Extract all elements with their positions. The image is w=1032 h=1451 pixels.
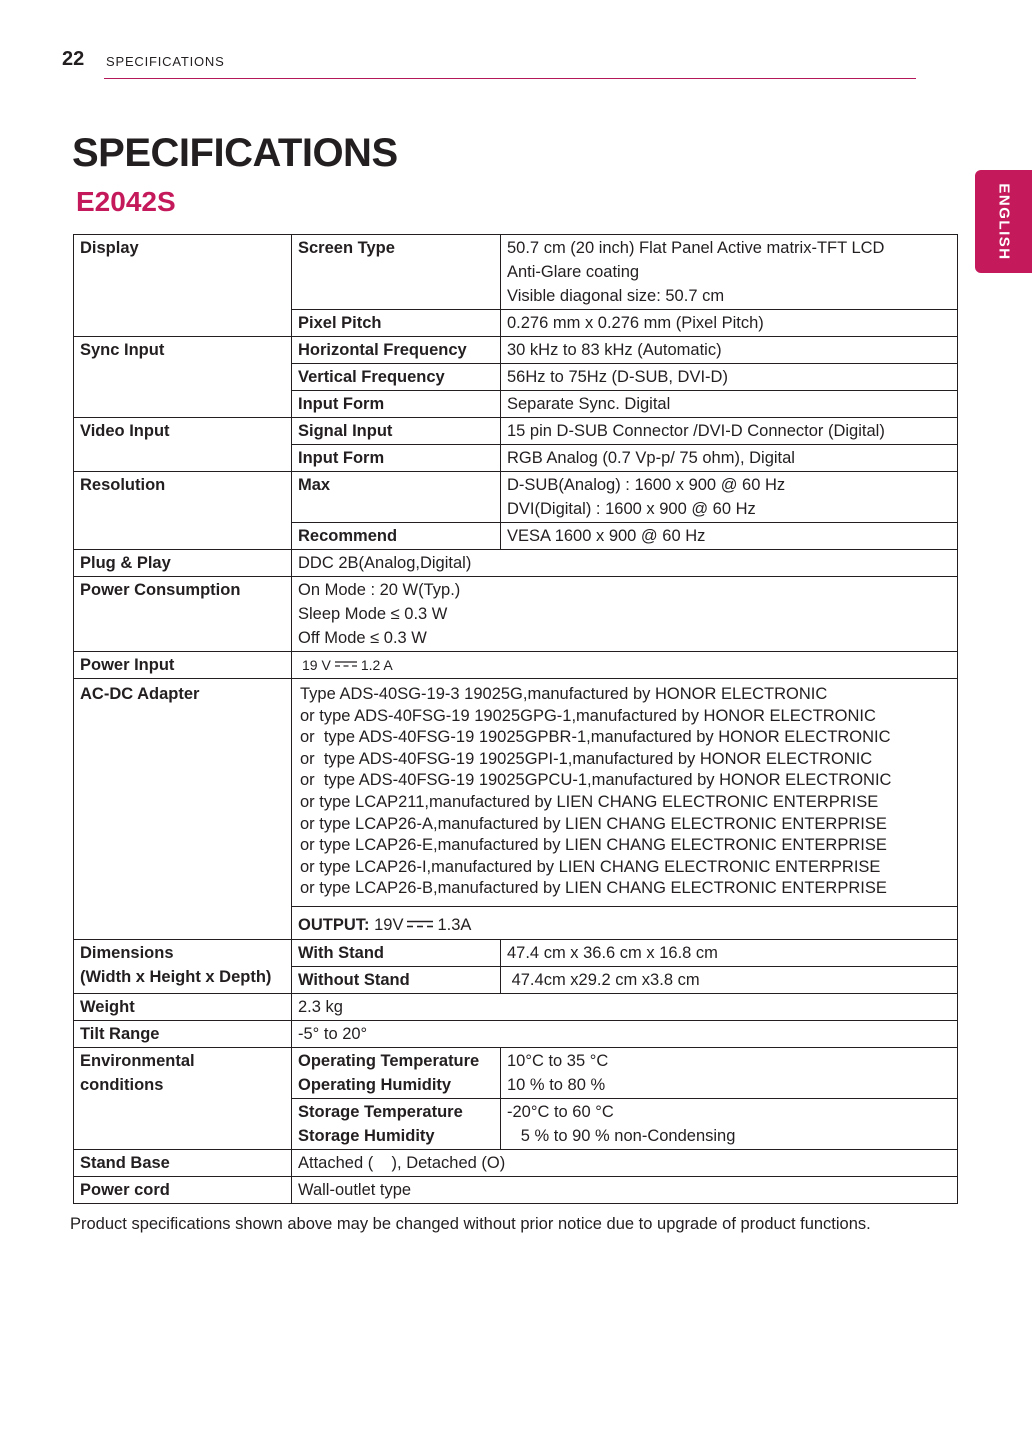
value-plug-play: DDC 2B(Analog,Digital) xyxy=(292,550,958,577)
category-plug-play: Plug & Play xyxy=(74,550,292,577)
value-stand-base: Attached ( ), Detached (O) xyxy=(292,1149,958,1176)
output-label: OUTPUT: xyxy=(298,915,370,934)
value-max-resolution xyxy=(501,472,958,523)
section-header: SPECIFICATIONS xyxy=(106,54,225,69)
value-power-input xyxy=(292,652,958,679)
value-tilt-range: -5° to 20° xyxy=(292,1020,958,1047)
value-adapter-types xyxy=(292,679,958,907)
value-line: Visible diagonal size: 50.7 cm xyxy=(507,287,725,305)
category-environmental xyxy=(74,1047,292,1149)
value-without-stand: 47.4cm x29.2 cm x3.8 cm xyxy=(501,966,958,993)
dimensions-sublabel: (Width x Height x Depth) xyxy=(80,967,272,986)
adapter-line: or type LCAP26-E,manufactured by LIEN CHANG ELECTRONIC ENTERPRISE xyxy=(300,836,887,855)
table-row xyxy=(74,550,958,577)
power-input-voltage: 19 V xyxy=(302,657,331,673)
label-horizontal-frequency: Horizontal Frequency xyxy=(292,337,501,364)
value-operating-temperature: 10°C to 35 °C xyxy=(507,1051,609,1070)
power-input-current: 1.2 A xyxy=(360,657,393,673)
adapter-line: or type ADS-40FSG-19 19025GPBR-1,manufactured by HONOR ELECTRONIC xyxy=(300,728,891,747)
table-row xyxy=(74,1176,958,1203)
category-video-input: Video Input xyxy=(74,418,292,472)
value-with-stand: 47.4 cm x 36.6 cm x 16.8 cm xyxy=(501,939,958,966)
dc-symbol-icon xyxy=(407,920,433,928)
adapter-line: or type LCAP211,manufactured by LIEN CHANG ELECTRONIC ENTERPRISE xyxy=(300,792,879,811)
label-storage xyxy=(292,1098,501,1149)
table-row xyxy=(74,418,958,445)
value-operating xyxy=(501,1047,958,1098)
footnote: Product specifications shown above may be changed without prior notice due to upgrade of product functions. xyxy=(70,1215,871,1233)
spec-table xyxy=(73,234,958,1204)
value-screen-type xyxy=(501,235,958,310)
value-signal-input: 15 pin D-SUB Connector /DVI-D Connector (Digital) xyxy=(501,418,958,445)
value-storage xyxy=(501,1098,958,1149)
value-line: 50.7 cm (20 inch) Flat Panel Active matrix-TFT LCD xyxy=(507,239,885,257)
adapter-line: or type ADS-40FSG-19 19025GPCU-1,manufactured by HONOR ELECTRONIC xyxy=(300,771,892,790)
language-tab-label: ENGLISH xyxy=(995,182,1012,261)
category-power-cord: Power cord xyxy=(74,1176,292,1203)
page-title: SPECIFICATIONS xyxy=(72,131,398,175)
table-row xyxy=(74,472,958,523)
category-stand-base: Stand Base xyxy=(74,1149,292,1176)
model-name: E2042S xyxy=(76,186,176,217)
value-operating-humidity: 10 % to 80 % xyxy=(507,1075,606,1094)
table-row xyxy=(74,1047,958,1098)
category-adapter: AC-DC Adapter xyxy=(74,679,292,940)
output-voltage: 19V xyxy=(374,915,404,934)
category-dimensions xyxy=(74,939,292,993)
category-power-input: Power Input xyxy=(74,652,292,679)
label-operating xyxy=(292,1047,501,1098)
table-row xyxy=(74,1149,958,1176)
table-row xyxy=(74,577,958,652)
environmental-label: Environmental xyxy=(80,1051,195,1070)
table-row xyxy=(74,939,958,966)
value-line: Sleep Mode ≤ 0.3 W xyxy=(298,605,448,623)
value-line: On Mode : 20 W(Typ.) xyxy=(298,581,461,599)
value-horizontal-frequency: 30 kHz to 83 kHz (Automatic) xyxy=(501,337,958,364)
value-sync-input-form: Separate Sync. Digital xyxy=(501,391,958,418)
table-row xyxy=(74,337,958,364)
value-line: DVI(Digital) : 1600 x 900 @ 60 Hz xyxy=(507,500,756,518)
page-number: 22 xyxy=(62,48,85,70)
category-resolution: Resolution xyxy=(74,472,292,550)
category-sync-input: Sync Input xyxy=(74,337,292,418)
adapter-line: or type ADS-40FSG-19 19025GPI-1,manufactured by HONOR ELECTRONIC xyxy=(300,749,873,768)
value-weight: 2.3 kg xyxy=(292,993,958,1020)
value-pixel-pitch: 0.276 mm x 0.276 mm (Pixel Pitch) xyxy=(501,310,958,337)
category-display: Display xyxy=(74,235,292,337)
adapter-line: Type ADS-40SG-19-3 19025G,manufactured by HONOR ELECTRONIC xyxy=(300,685,828,703)
value-vertical-frequency: 56Hz to 75Hz (D-SUB, DVI-D) xyxy=(501,364,958,391)
label-max-resolution: Max xyxy=(292,472,501,523)
table-row xyxy=(74,993,958,1020)
category-weight: Weight xyxy=(74,993,292,1020)
header-rule xyxy=(104,78,916,79)
label-sync-input-form: Input Form xyxy=(292,391,501,418)
adapter-line: or type LCAP26-B,manufactured by LIEN CHANG ELECTRONIC ENTERPRISE xyxy=(300,879,887,898)
label-signal-input: Signal Input xyxy=(292,418,501,445)
value-line: Off Mode ≤ 0.3 W xyxy=(298,629,427,647)
adapter-line: or type ADS-40FSG-19 19025GPG-1,manufactured by HONOR ELECTRONIC xyxy=(300,706,876,725)
category-power-consumption: Power Consumption xyxy=(74,577,292,652)
table-row xyxy=(74,1020,958,1047)
adapter-line: or type LCAP26-I,manufactured by LIEN CHANG ELECTRONIC ENTERPRISE xyxy=(300,857,881,876)
value-line: Anti-Glare coating xyxy=(507,263,640,281)
environmental-sublabel: conditions xyxy=(80,1075,164,1094)
adapter-line: or type LCAP26-A,manufactured by LIEN CHANG ELECTRONIC ENTERPRISE xyxy=(300,814,887,833)
table-row xyxy=(74,652,958,679)
language-tab xyxy=(975,170,1032,273)
value-power-cord: Wall-outlet type xyxy=(292,1176,958,1203)
value-storage-humidity: 5 % to 90 % non-Condensing xyxy=(507,1126,736,1145)
label-video-input-form: Input Form xyxy=(292,445,501,472)
label-vertical-frequency: Vertical Frequency xyxy=(292,364,501,391)
table-row xyxy=(74,235,958,310)
label-storage-temperature: Storage Temperature xyxy=(298,1102,463,1121)
value-recommend-resolution: VESA 1600 x 900 @ 60 Hz xyxy=(501,523,958,550)
output-current: 1.3A xyxy=(437,915,472,934)
value-video-input-form: RGB Analog (0.7 Vp-p/ 75 ohm), Digital xyxy=(501,445,958,472)
value-adapter-output xyxy=(292,906,958,939)
value-line: D-SUB(Analog) : 1600 x 900 @ 60 Hz xyxy=(507,476,786,494)
dimensions-label: Dimensions xyxy=(80,943,174,962)
dc-symbol-icon xyxy=(335,660,357,668)
table-row xyxy=(74,679,958,907)
label-pixel-pitch: Pixel Pitch xyxy=(292,310,501,337)
label-recommend-resolution: Recommend xyxy=(292,523,501,550)
label-storage-humidity: Storage Humidity xyxy=(298,1126,435,1145)
value-power-consumption xyxy=(292,577,958,652)
value-storage-temperature: -20°C to 60 °C xyxy=(507,1102,614,1121)
label-operating-temperature: Operating Temperature xyxy=(298,1051,480,1070)
label-screen-type: Screen Type xyxy=(292,235,501,310)
label-with-stand: With Stand xyxy=(292,939,501,966)
label-without-stand: Without Stand xyxy=(292,966,501,993)
label-operating-humidity: Operating Humidity xyxy=(298,1075,452,1094)
category-tilt-range: Tilt Range xyxy=(74,1020,292,1047)
